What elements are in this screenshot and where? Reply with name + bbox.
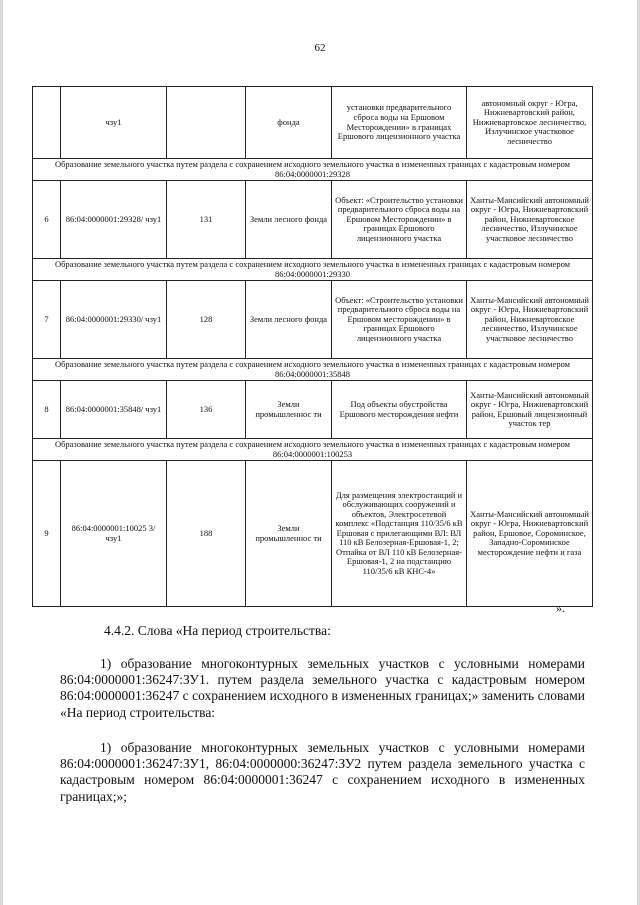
land-plot-table: [32, 86, 593, 607]
cell-number: 8: [33, 381, 61, 439]
cell-object: установки предварительного сброса воды на Ершовом Месторождении» в границах Ершового лицензионного участка: [332, 87, 467, 159]
paragraph-1: 1) образование многоконтурных земельных участков с условными номерами 86:04:0000001:36247:ЗУ1. путем раздела земельного участка с кадастровым номером 86:04:0000001:36247 с сохранением исходного в измененных границах;» заменить словами «На период строительства:: [60, 656, 585, 720]
cell-number: 6: [33, 181, 61, 259]
cell-cadastral-code: 86:04:0000001:29330/ чзу1: [61, 281, 167, 359]
cell-object: Объект: «Строительство установки предварительного сброса воды на Ершовом Месторождении» в границах Ершового лицензионного участка: [332, 181, 467, 259]
cell-location: Ханты-Мансийский автономный округ - Югра, Нижневартовский район, Ершовый лицензионный участок тер: [467, 381, 593, 439]
cell-area: 128: [167, 281, 246, 359]
section-caption: Образование земельного участка путем раздела с сохранением исходного земельного участка в измененных границах с кадастровым номером 86:04:0000001:35848: [33, 359, 593, 381]
cell-land-category: Земли промышленнос ти: [246, 461, 332, 607]
cell-land-category: фонда: [246, 87, 332, 159]
cell-number: 7: [33, 281, 61, 359]
table-row: [33, 461, 593, 607]
paragraph-2: 1) образование многоконтурных земельных участков с условными номерами 86:04:0000001:36247:ЗУ1, 86:04:0000000:36247:ЗУ2 путем раздела земельного участка с кадастровым номером 86:04:0000001:36247 с сохранением исходного в измененных границах;»;: [60, 740, 585, 804]
table-row: [33, 87, 593, 159]
cell-land-category: Земли лесного фонда: [246, 181, 332, 259]
section-row: [33, 439, 593, 461]
section-row: [33, 259, 593, 281]
section-row: [33, 159, 593, 181]
cell-area: 188: [167, 461, 246, 607]
cell-location: Ханты-Мансийский автономный округ - Югра, Нижневартовский район, Ершовое, Сороминское, Западно-Сороминское месторождение нефти и газа: [467, 461, 593, 607]
cell-cadastral-code: 86:04:0000001:35848/ чзу1: [61, 381, 167, 439]
table-row: [33, 181, 593, 259]
table-row: [33, 281, 593, 359]
cell-cadastral-code: 86:04:0000001:29328/ чзу1: [61, 181, 167, 259]
section-caption: Образование земельного участка путем раздела с сохранением исходного земельного участка в измененных границах с кадастровым номером 86:04:0000001:29328: [33, 159, 593, 181]
cell-area: 131: [167, 181, 246, 259]
section-caption: Образование земельного участка путем раздела с сохранением исходного земельного участка в измененных границах с кадастровым номером 86:04:0000001:29330: [33, 259, 593, 281]
closing-quote: ».: [556, 601, 565, 615]
page-number: 62: [314, 42, 326, 54]
section-caption: Образование земельного участка путем раздела с сохранением исходного земельного участка в измененных границах с кадастровым номером 86:04:0000001:100253: [33, 439, 593, 461]
cell-cadastral-code: чзу1: [61, 87, 167, 159]
cell-location: автономный округ - Югра, Нижневартовский район, Нижневартовское лесничество, Излучинское участковое лесничество: [467, 87, 593, 159]
cell-number: [33, 87, 61, 159]
cell-cadastral-code: 86:04:0000001:10025 3/чзу1: [61, 461, 167, 607]
cell-land-category: Земли промышленнос ти: [246, 381, 332, 439]
cell-number: 9: [33, 461, 61, 607]
section-row: [33, 359, 593, 381]
land-plot-table-body: [33, 87, 593, 607]
cell-location: Ханты-Мансийский автономный округ - Югра, Нижневартовский район, Нижневартовское лесничество, Излучинское участковое лесничество: [467, 181, 593, 259]
cell-land-category: Земли лесного фонда: [246, 281, 332, 359]
section-heading: 4.4.2. Слова «На период строительства:: [104, 623, 331, 638]
table-row: [33, 381, 593, 439]
cell-object: Для размещения электростанций и обслуживающих сооружений и объектов, Электросетевой комплекс «Подстанция 110/35/6 кВ Ершовая с прилегающими ВЛ: ВЛ 110 кВ Белозерная-Ершовая-1, 2; Отпайка от ВЛ 110 кВ Белозерная-Ершовая-1, 2 на подстанцию 110/35/6 кВ КНС-4»: [332, 461, 467, 607]
cell-area: 136: [167, 381, 246, 439]
cell-area: [167, 87, 246, 159]
scan-edge-left: [0, 0, 3, 905]
cell-location: Ханты-Мансийский автономный округ - Югра, Нижневартовский район, Нижневартовское лесничество, Излучинское участковое лесничество: [467, 281, 593, 359]
cell-object: Объект: «Строительство установки предварительного сброса воды на Ершовом месторождении» в границах Ершового лицензионного участка: [332, 281, 467, 359]
cell-object: Под объекты обустройства Ершового месторождения нефти: [332, 381, 467, 439]
